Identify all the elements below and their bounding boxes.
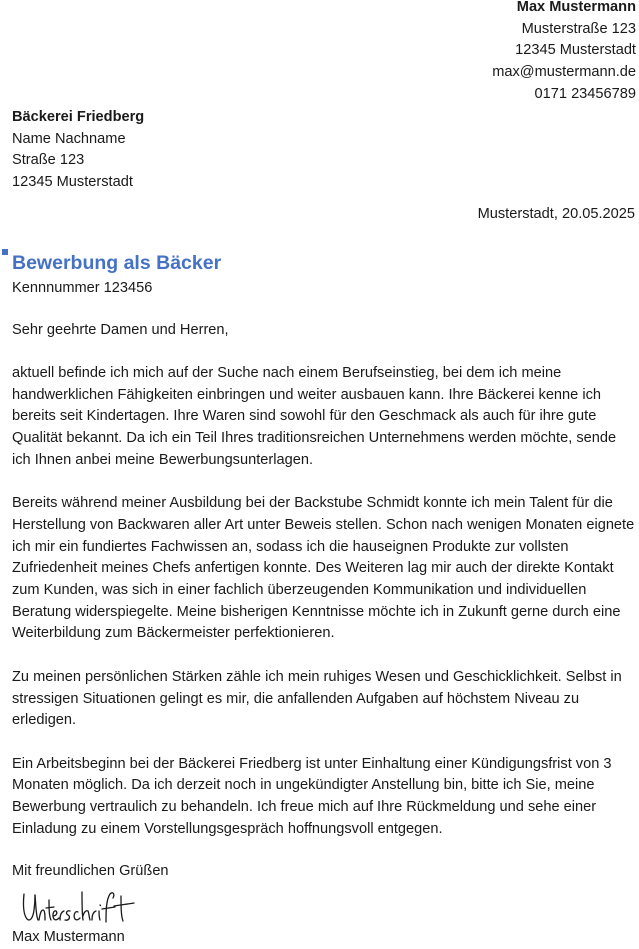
handwritten-signature — [20, 886, 140, 928]
reference-number: Kennnummer 123456 — [12, 280, 153, 296]
sender-email: max@mustermann.de — [492, 64, 636, 81]
recipient-company: Bäckerei Friedberg — [12, 109, 145, 125]
recipient-city: 12345 Musterstadt — [12, 174, 133, 191]
salutation: Sehr geehrte Damen und Herren, — [12, 322, 229, 338]
body-paragraph: Ein Arbeitsbeginn bei der Bäckerei Friedberg ist unter Einhaltung einer Kündigungsfrist von 3 Monaten möglich. Da ich derzeit noch in ungekündigter Anstellung bin, bitte ich Sie, meine Bewerbung vertraulich zu behandeln. Ich freue mich auf Ihre Rückmeldung und sehe einer Einladung zu einem Vorstellungsgespräch hoffnungsvoll entgegen. — [12, 755, 612, 837]
letter-date: Musterstadt, 20.05.2025 — [477, 206, 635, 222]
letter-body — [12, 363, 636, 862]
sender-city: 12345 Musterstadt — [515, 42, 636, 59]
body-paragraph: aktuell befinde ich mich auf der Suche nach einem Berufseinstieg, bei dem ich meine handwerklichen Fähigkeiten einbringen und weiter ausbauen kann. Ihre Bäckerei kenne ich bereits seit Kindertagen. Ihre Waren sind sowohl für den Geschmack als auch für ihre gute Qualität bekannt. Da ich ein Teil Ihres traditionsreichen Unternehmens werden möchte, sende ich Ihnen anbei meine Bewerbungsunterlagen. — [12, 365, 617, 468]
body-paragraph: Bereits während meiner Ausbildung bei der Backstube Schmidt konnte ich mein Talent für die Herstellung von Backwaren aller Art unter Beweis stellen. Schon nach wenigen Monaten eignete ich mir ein fundiertes Fachwissen an, sodass ich die hauseignen Produkte zur vollsten Zufriedenheit meines Chefs anfertigen konnte. Des Weiteren lag mir auch der direkte Kontakt zum Kunden, was sich in einer fachlich überzeugenden Kommunikation und individuellen Beratung widerspiegelte. Meine bisherigen Kenntnisse möchte ich in Zukunft gerne durch eine Weiterbildung zum Bäckermeister perfektionieren. — [12, 495, 635, 642]
subject-marker — [2, 249, 8, 255]
body-paragraph: Zu meinen persönlichen Stärken zähle ich mein ruhiges Wesen und Geschicklichkeit. Selbst in stressigen Situationen gelingt es mir, die anfallenden Aufgaben auf höchstem Niveau zu erledigen. — [12, 668, 622, 729]
letter-subject: Bewerbung als Bäcker — [12, 252, 222, 274]
recipient-contact: Name Nachname — [12, 130, 126, 147]
signer-name: Max Mustermann — [12, 929, 125, 945]
recipient-street: Straße 123 — [12, 152, 85, 169]
sender-phone: 0171 23456789 — [534, 85, 636, 102]
recipient-address — [12, 107, 144, 194]
sender-address — [236, 0, 636, 106]
sender-street: Musterstraße 123 — [521, 20, 636, 37]
closing: Mit freundlichen Grüßen — [12, 863, 169, 879]
sender-name: Max Mustermann — [516, 0, 636, 15]
